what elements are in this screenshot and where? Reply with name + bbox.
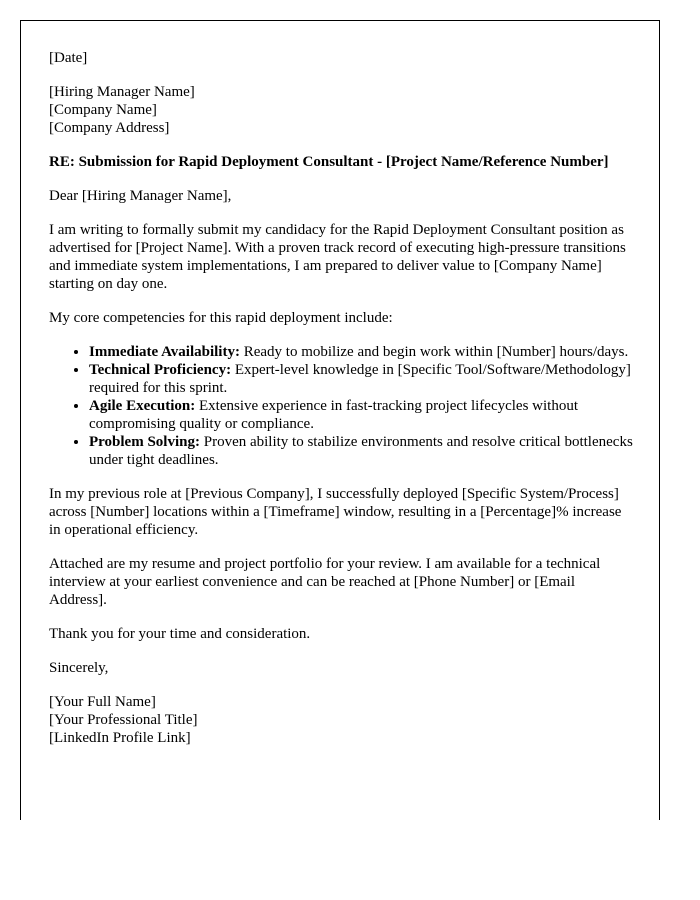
list-item bbox=[89, 397, 635, 433]
attachments-paragraph: Attached are my resume and project portfolio for your review. I am available for a technical interview at your earliest convenience and can be reached at [Phone Number] or [Email Address]. bbox=[49, 556, 601, 608]
recipient-address: [Company Address] bbox=[49, 120, 170, 136]
competency-title: Problem Solving: bbox=[89, 434, 200, 450]
competency-text: Expert-level knowledge in [Specific Tool/Software/Methodology] required for this sprint. bbox=[89, 362, 631, 396]
competency-title: Immediate Availability: bbox=[89, 344, 240, 360]
recipient-block bbox=[49, 83, 635, 137]
list-item bbox=[89, 361, 635, 397]
letter-closing: Sincerely, bbox=[49, 660, 109, 676]
signature-block bbox=[49, 693, 635, 747]
signature-link: [LinkedIn Profile Link] bbox=[49, 730, 191, 746]
competencies-list bbox=[49, 343, 635, 469]
letter-salutation: Dear [Hiring Manager Name], bbox=[49, 188, 232, 204]
list-item bbox=[89, 343, 635, 361]
letter-date: [Date] bbox=[49, 50, 88, 66]
competency-text: Extensive experience in fast-tracking project lifecycles without compromising quality or compliance. bbox=[89, 398, 579, 432]
competency-title: Agile Execution: bbox=[89, 398, 196, 414]
experience-paragraph: In my previous role at [Previous Company], I successfully deployed [Specific System/Process] across [Number] locations within a [Timeframe] window, resulting in a [Percentage]% increase in operational efficiency. bbox=[49, 486, 622, 538]
recipient-name: [Hiring Manager Name] bbox=[49, 84, 195, 100]
letter-content bbox=[49, 49, 635, 763]
competency-text: Ready to mobilize and begin work within [Number] hours/days. bbox=[239, 344, 629, 360]
competency-text: Proven ability to stabilize environments and resolve critical bottlenecks under tight deadlines. bbox=[89, 434, 633, 468]
list-item bbox=[89, 433, 635, 469]
signature-name: [Your Full Name] bbox=[49, 694, 156, 710]
letter-subject: RE: Submission for Rapid Deployment Consultant - [Project Name/Reference Number] bbox=[49, 154, 609, 170]
letter-page bbox=[20, 20, 660, 820]
thanks-paragraph: Thank you for your time and consideration. bbox=[49, 626, 311, 642]
signature-title: [Your Professional Title] bbox=[49, 712, 198, 728]
intro-paragraph: I am writing to formally submit my candidacy for the Rapid Deployment Consultant position as advertised for [Project Name]. With a proven track record of executing high-pressure transitions and immediate system implementations, I am prepared to deliver value to [Company Name] starting on day one. bbox=[49, 222, 626, 292]
competencies-intro: My core competencies for this rapid deployment include: bbox=[49, 310, 393, 326]
competency-title: Technical Proficiency: bbox=[89, 362, 232, 378]
recipient-company: [Company Name] bbox=[49, 102, 157, 118]
